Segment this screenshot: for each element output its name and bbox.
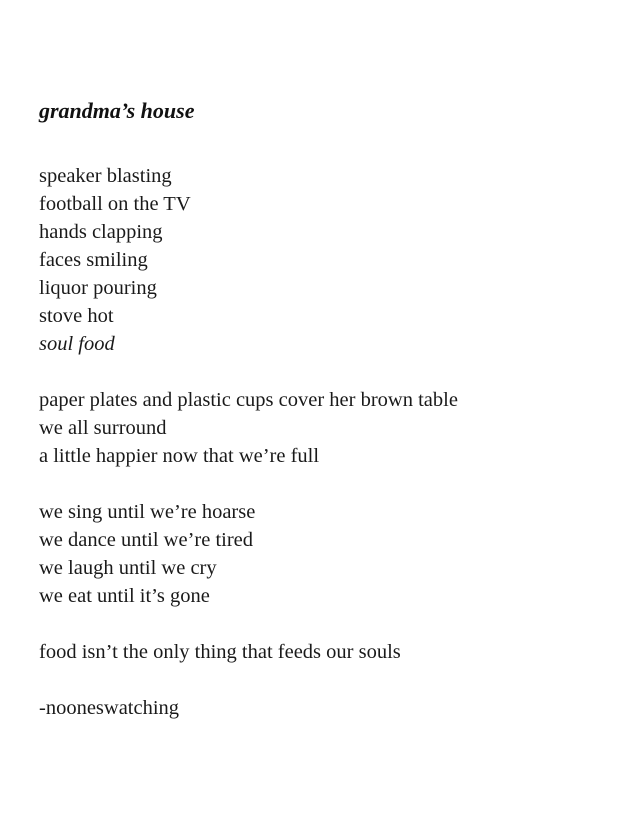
poem-line: speaker blasting — [39, 165, 172, 187]
stanza-1 — [39, 162, 619, 358]
stanza-3 — [39, 498, 619, 610]
poem-line: we eat until it’s gone — [39, 585, 210, 607]
stanza-4 — [39, 638, 619, 666]
poem-line: paper plates and plastic cups cover her brown table — [39, 389, 458, 411]
poem-line-italic: soul food — [39, 333, 115, 355]
poem-line: football on the TV — [39, 193, 191, 215]
poem-line: faces smiling — [39, 249, 148, 271]
poem-line: we laugh until we cry — [39, 557, 217, 579]
poem-page — [39, 96, 619, 750]
poem-line: liquor pouring — [39, 277, 157, 299]
poem-line: a little happier now that we’re full — [39, 445, 320, 467]
stanza-2 — [39, 386, 619, 470]
poem-line: food isn’t the only thing that feeds our souls — [39, 641, 401, 663]
signature-block — [39, 694, 619, 722]
poem-line: we all surround — [39, 417, 167, 439]
poem-line: we sing until we’re hoarse — [39, 501, 256, 523]
poem-line: stove hot — [39, 305, 114, 327]
poem-line: we dance until we’re tired — [39, 529, 254, 551]
poem-title: grandma’s house — [39, 98, 195, 123]
author-signature: -nooneswatching — [39, 697, 180, 719]
poem-line: hands clapping — [39, 221, 163, 243]
